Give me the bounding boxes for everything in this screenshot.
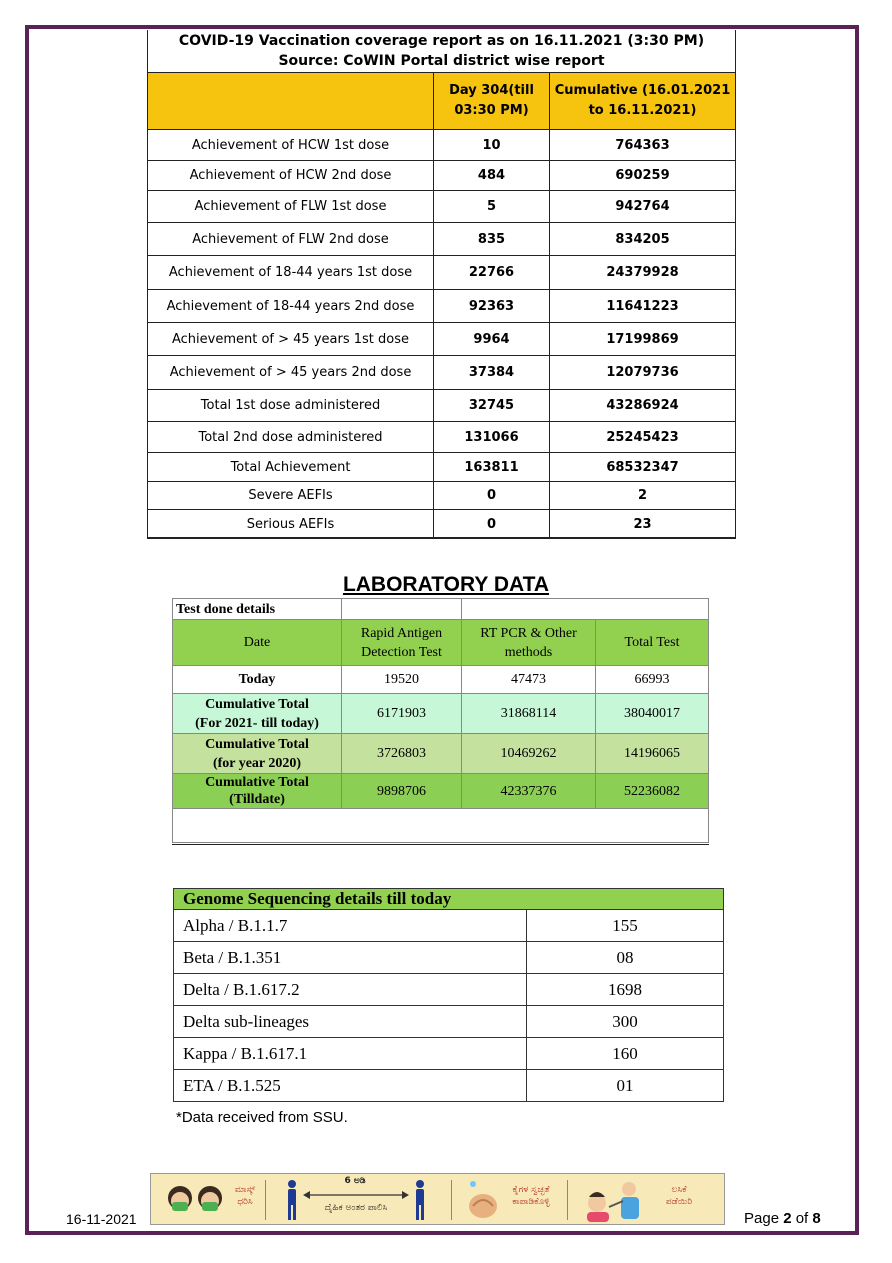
table-row (148, 223, 736, 256)
lab-table-bottom-rule (172, 844, 709, 845)
vaccination-header-cumulative (550, 73, 736, 130)
row-cumulative-value: 690259 (550, 161, 736, 191)
vaccination-header-row (148, 73, 736, 130)
row-cumulative-value: 25245423 (550, 422, 736, 453)
lab-header-row (173, 620, 709, 666)
vaccine-text (657, 1184, 701, 1208)
lab-details-blank (342, 599, 462, 620)
lab-row-total: 66993 (596, 666, 709, 694)
lab-row-label-line1: Cumulative Total (205, 736, 309, 752)
vaccination-header-day (434, 73, 550, 130)
row-label: Achievement of FLW 1st dose (148, 191, 434, 223)
variant-name: Alpha / B.1.1.7 (174, 910, 527, 942)
table-row (173, 774, 709, 809)
row-day-value: 484 (434, 161, 550, 191)
lab-row-label: Today (173, 666, 342, 694)
row-cumulative-value: 68532347 (550, 453, 736, 482)
lab-row-label-line2: (For 2021- till today) (195, 715, 319, 731)
table-row (148, 323, 736, 356)
banner-divider (451, 1180, 452, 1220)
genome-table (173, 888, 724, 1102)
row-label: Achievement of FLW 2nd dose (148, 223, 434, 256)
footer-date: 16-11-2021 (66, 1211, 137, 1227)
variant-name: Beta / B.1.351 (174, 942, 527, 974)
vaccination-title (148, 30, 736, 73)
hygiene-text-line2: ಕಾಪಾಡಿಕೊಳ್ಳಿ (512, 1197, 550, 1207)
vaccination-title-line1: COVID-19 Vaccination coverage report as on 16.11.2021 (3:30 PM) (178, 33, 705, 49)
row-cumulative-value: 764363 (550, 130, 736, 161)
genome-data-note: *Data received from SSU. (176, 1109, 348, 1126)
table-row (148, 453, 736, 482)
lab-row-label (173, 774, 342, 809)
header-day-line1: Day 304(till (449, 83, 534, 98)
lab-header-total: Total Test (596, 620, 709, 666)
table-row (148, 510, 736, 539)
vaccination-source-line: Source: CoWIN Portal district wise report (278, 53, 605, 69)
row-label: Achievement of > 45 years 1st dose (148, 323, 434, 356)
lab-header-rtpcr-line2: methods (504, 644, 553, 660)
lab-row-label-line1: Cumulative Total (205, 775, 309, 790)
lab-header-date: Date (173, 620, 342, 666)
mask-text-line2: ಧರಿಸಿ (237, 1197, 253, 1207)
table-row (173, 694, 709, 734)
variant-count: 1698 (527, 974, 724, 1006)
row-label: Achievement of HCW 2nd dose (148, 161, 434, 191)
lab-details-label: Test done details (173, 599, 342, 620)
lab-row-total: 52236082 (596, 774, 709, 809)
row-cumulative-value: 834205 (550, 223, 736, 256)
masked-face-icon (165, 1182, 227, 1228)
vaccination-icon (579, 1177, 649, 1227)
row-cumulative-value: 23 (550, 510, 736, 539)
page-number (744, 1210, 821, 1227)
lab-row-rtpcr: 10469262 (462, 734, 596, 774)
variant-count: 155 (527, 910, 724, 942)
table-row (148, 482, 736, 510)
lab-header-rtpcr (462, 620, 596, 666)
variant-count: 300 (527, 1006, 724, 1038)
distance-text: ದೈಹಿಕ ಅಂತರ ಪಾಲಿಸಿ (324, 1203, 388, 1213)
lab-row-label (173, 734, 342, 774)
page-current: 2 (783, 1210, 792, 1227)
row-cumulative-value: 24379928 (550, 256, 736, 290)
row-cumulative-value: 12079736 (550, 356, 736, 390)
table-row (174, 942, 724, 974)
person-icon (285, 1179, 299, 1225)
page-of: of (791, 1210, 813, 1227)
table-row (173, 734, 709, 774)
covid-appropriate-behaviour-banner (150, 1173, 725, 1225)
header-cum-line1: Cumulative (16.01.2021 (554, 83, 731, 98)
row-label: Serious AEFIs (148, 510, 434, 539)
variant-name: Delta sub-lineages (174, 1006, 527, 1038)
row-day-value: 10 (434, 130, 550, 161)
table-row (174, 1070, 724, 1102)
row-cumulative-value: 11641223 (550, 290, 736, 323)
lab-row-label-line1: Cumulative Total (205, 696, 309, 712)
lab-row-rapid: 6171903 (342, 694, 462, 734)
row-label: Total 1st dose administered (148, 390, 434, 422)
banner-divider (265, 1180, 266, 1220)
lab-row-rtpcr: 31868114 (462, 694, 596, 734)
lab-header-rtpcr-line1: RT PCR & Other (480, 625, 577, 641)
vaccine-text-line2: ಪಡೆಯಿರಿ (665, 1197, 693, 1207)
lab-details-row (173, 599, 709, 620)
distance-label: 6 ಅಡಿ (344, 1176, 366, 1186)
row-day-value: 22766 (434, 256, 550, 290)
vaccination-table-bottom-rule (147, 537, 736, 538)
person-icon (413, 1179, 427, 1225)
lab-row-rapid: 19520 (342, 666, 462, 694)
row-label: Total Achievement (148, 453, 434, 482)
mask-text (229, 1184, 261, 1208)
table-row (148, 356, 736, 390)
table-row (174, 910, 724, 942)
variant-name: Kappa / B.1.617.1 (174, 1038, 527, 1070)
page-prefix: Page (744, 1210, 784, 1227)
lab-row-rtpcr: 47473 (462, 666, 596, 694)
vaccination-table (147, 30, 736, 539)
lab-details-blank-2 (462, 599, 709, 620)
lab-row-label (173, 694, 342, 734)
genome-title: Genome Sequencing details till today (174, 889, 724, 910)
table-row (173, 666, 709, 694)
row-label: Severe AEFIs (148, 482, 434, 510)
row-day-value: 131066 (434, 422, 550, 453)
row-label: Achievement of 18-44 years 1st dose (148, 256, 434, 290)
header-day-line2: 03:30 PM) (454, 103, 529, 118)
row-day-value: 32745 (434, 390, 550, 422)
lab-row-label-line2: (for year 2020) (212, 755, 302, 771)
table-row (174, 974, 724, 1006)
lab-empty-cell (173, 809, 709, 843)
row-day-value: 5 (434, 191, 550, 223)
row-cumulative-value: 43286924 (550, 390, 736, 422)
row-label: Achievement of > 45 years 2nd dose (148, 356, 434, 390)
row-label: Total 2nd dose administered (148, 422, 434, 453)
row-day-value: 92363 (434, 290, 550, 323)
lab-row-rapid: 3726803 (342, 734, 462, 774)
row-cumulative-value: 17199869 (550, 323, 736, 356)
row-day-value: 163811 (434, 453, 550, 482)
row-cumulative-value: 942764 (550, 191, 736, 223)
row-cumulative-value: 2 (550, 482, 736, 510)
table-row (148, 161, 736, 191)
handwash-icon (463, 1178, 501, 1226)
table-row (148, 130, 736, 161)
table-row (174, 1006, 724, 1038)
row-day-value: 0 (434, 510, 550, 539)
table-row (148, 191, 736, 223)
table-row (148, 390, 736, 422)
hygiene-text-line1: ಕೈಗಳ ಸ್ವಚ್ಛತೆ (512, 1185, 550, 1195)
banner-divider (567, 1180, 568, 1220)
variant-name: Delta / B.1.617.2 (174, 974, 527, 1006)
lab-header-rapid (342, 620, 462, 666)
row-label: Achievement of 18-44 years 2nd dose (148, 290, 434, 323)
hygiene-text (503, 1184, 559, 1208)
genome-header-row (174, 889, 724, 910)
lab-header-rapid-line2: Detection Test (361, 644, 442, 660)
table-row (148, 290, 736, 323)
lab-row-label-line2: (Tilldate) (229, 792, 285, 807)
variant-name: ETA / B.1.525 (174, 1070, 527, 1102)
row-day-value: 0 (434, 482, 550, 510)
vaccination-header-blank (148, 73, 434, 130)
lab-data-title: LABORATORY DATA (342, 573, 550, 596)
vaccine-text-line1: ಲಸಿಕೆ (671, 1185, 687, 1195)
vaccination-title-row (148, 30, 736, 73)
lab-header-rapid-line1: Rapid Antigen (360, 625, 443, 641)
lab-row-rapid: 9898706 (342, 774, 462, 809)
row-label: Achievement of HCW 1st dose (148, 130, 434, 161)
mask-text-line1: ಮಾಸ್ಕ್ (234, 1185, 256, 1195)
lab-empty-row (173, 809, 709, 843)
lab-row-total: 14196065 (596, 734, 709, 774)
header-cum-line2: to 16.11.2021) (588, 103, 697, 118)
variant-count: 08 (527, 942, 724, 974)
lab-data-table (172, 598, 709, 843)
row-day-value: 37384 (434, 356, 550, 390)
variant-count: 160 (527, 1038, 724, 1070)
row-day-value: 835 (434, 223, 550, 256)
lab-row-rtpcr: 42337376 (462, 774, 596, 809)
table-row (148, 256, 736, 290)
lab-row-total: 38040017 (596, 694, 709, 734)
row-day-value: 9964 (434, 323, 550, 356)
variant-count: 01 (527, 1070, 724, 1102)
page-total: 8 (812, 1210, 821, 1227)
table-row (174, 1038, 724, 1070)
table-row (148, 422, 736, 453)
